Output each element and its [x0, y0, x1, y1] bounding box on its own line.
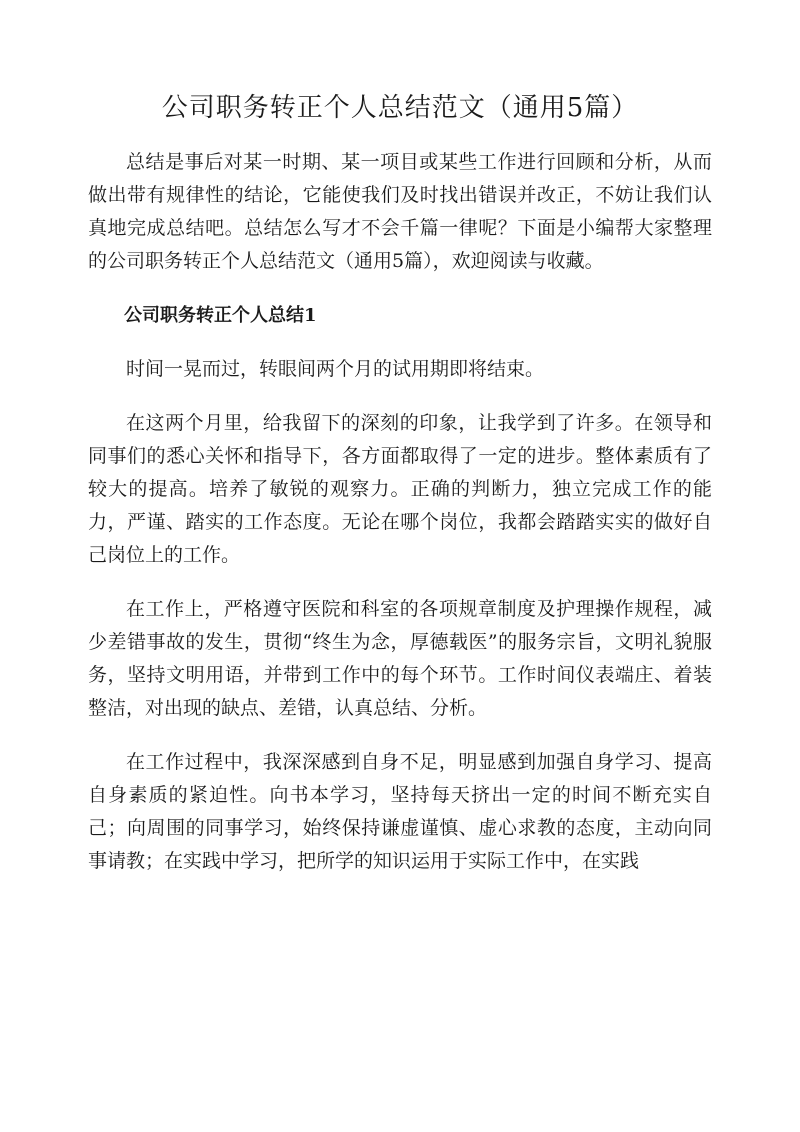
section-heading-1: 公司职务转正个人总结1 [124, 305, 317, 326]
section1-paragraph-2: 在这两个月里，给我留下的深刻的印象，让我学到了许多。在领导和同事们的悉心关怀和指导下，各方面都取得了一定的进步。整体素质有了较大的提高。培养了敏锐的观察力。正确的判断力，独立完成工作的能力，严谨、踏实的工作态度。无论在哪个岗位，我都会踏踏实实的做好自己岗位上的工作。 [88, 412, 712, 566]
document-body [88, 146, 712, 899]
intro-paragraph: 总结是事后对某一时期、某一项目或某些工作进行回顾和分析，从而做出带有规律性的结论，它能使我们及时找出错误并改正，不妨让我们认真地完成总结吧。总结怎么写才不会千篇一律呢？下面是小编帮大家整理的公司职务转正个人总结范文（通用5篇），欢迎阅读与收藏。 [88, 151, 712, 272]
section1-paragraph-3: 在工作上，严格遵守医院和科室的各项规章制度及护理操作规程，减少差错事故的发生，贯彻“终生为念，厚德载医”的服务宗旨，文明礼貌服务，坚持文明用语，并带到工作中的每个环节。工作时间仪表端庄、着装整洁，对出现的缺点、差错，认真总结、分析。 [88, 598, 712, 719]
document-title: 公司职务转正个人总结范文（通用5篇） [161, 93, 639, 123]
section1-paragraph-4: 在工作过程中，我深深感到自身不足，明显感到加强自身学习、提高自身素质的紧迫性。向书本学习，坚持每天挤出一定的时间不断充实自己；向周围的同事学习，始终保持谦虚谨慎、虚心求教的态度，主动向同事请教；在实践中学习，把所学的知识运用于实际工作中，在实践 [88, 751, 712, 872]
section1-paragraph-1: 时间一晃而过，转眼间两个月的试用期即将结束。 [126, 358, 545, 380]
